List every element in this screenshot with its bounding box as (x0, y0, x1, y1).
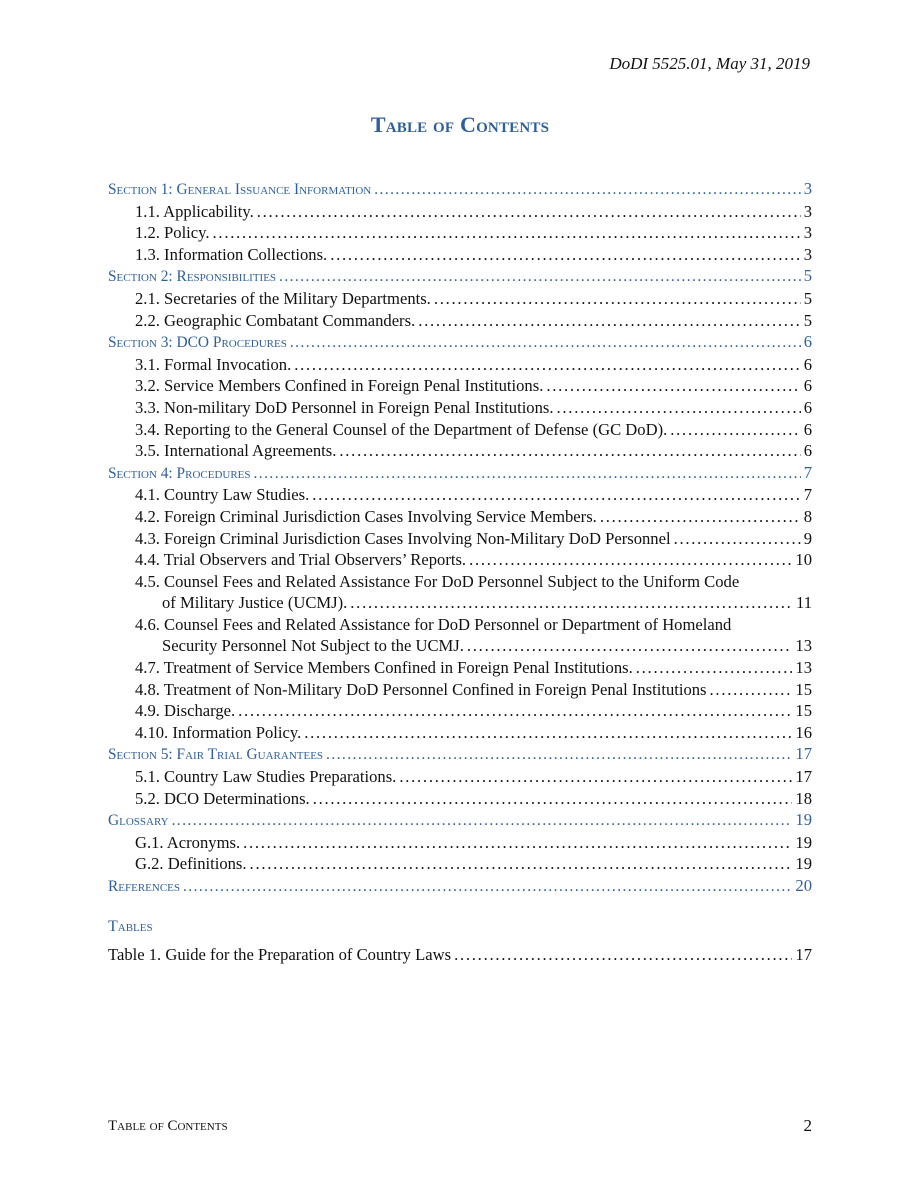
toc-entry-3-4[interactable] (108, 419, 812, 441)
toc-entry-label: 4.3. Foreign Criminal Jurisdiction Cases Involving Non-Military DoD Personnel (135, 528, 671, 548)
toc-entry-label: 4.7. Treatment of Service Members Confined in Foreign Penal Institutions. (135, 658, 633, 678)
toc-entry-2-1[interactable] (108, 288, 812, 310)
toc-entry-1-3[interactable] (108, 244, 812, 266)
dot-leader (290, 332, 801, 354)
toc-entry-3-1[interactable] (108, 354, 812, 376)
toc-page-number: 7 (803, 485, 812, 505)
dot-leader (469, 549, 792, 571)
toc-entry-4-1[interactable] (108, 484, 812, 506)
toc-page-number: 3 (803, 179, 812, 198)
toc-section-3[interactable] (108, 331, 812, 354)
dot-leader (326, 744, 792, 766)
toc-entry-5-2[interactable] (108, 788, 812, 810)
dot-leader (418, 310, 801, 332)
footer-label: Table of Contents (108, 1118, 228, 1134)
toc-page-number: 3 (803, 223, 812, 243)
dot-leader (546, 375, 800, 397)
dot-leader (557, 397, 801, 419)
toc-page-number: 10 (795, 550, 812, 570)
toc-entry-5-1[interactable] (108, 766, 812, 788)
toc-entry-label: Section 2: Responsibilities (108, 268, 277, 286)
toc-entry-4-5[interactable] (108, 571, 812, 614)
toc-entry-label: G.2. Definitions. (135, 854, 247, 874)
toc-entry-label: 4.2. Foreign Criminal Jurisdiction Cases Involving Service Members. (135, 506, 597, 526)
dot-leader (257, 201, 801, 223)
toc-page-number: 3 (803, 244, 812, 264)
toc-page-number: 17 (795, 744, 812, 764)
dot-leader (313, 788, 793, 810)
toc-entry-4-7[interactable] (108, 657, 812, 679)
dot-leader (238, 700, 792, 722)
dot-leader (350, 592, 793, 614)
toc-page-number: 9 (803, 528, 812, 548)
toc-entry-label: Section 3: DCO Procedures (108, 334, 287, 352)
toc-page-number: 6 (803, 397, 812, 417)
toc-page-number: 6 (803, 441, 812, 461)
dot-leader (312, 484, 800, 506)
toc-page-number: 16 (795, 722, 812, 742)
toc-page-number: 6 (803, 376, 812, 396)
toc-entry-label: Section 5: Fair Trial Guarantees (108, 746, 324, 764)
toc-entry-label: 5.1. Country Law Studies Preparations. (135, 767, 397, 787)
toc-entry-label: 3.3. Non-military DoD Personnel in Foreign Penal Institutions. (135, 397, 554, 417)
toc-page-number: 15 (795, 679, 812, 699)
toc-entry-label: 1.3. Information Collections. (135, 244, 328, 264)
toc-entry-label-line1: 4.5. Counsel Fees and Related Assistance For DoD Personnel Subject to the Uniform Code (135, 571, 740, 591)
toc-entry-1-1[interactable] (108, 201, 812, 223)
toc-entry-label: Section 4: Procedures (108, 464, 251, 482)
footer-page-number: 2 (803, 1116, 812, 1135)
toc-entry-3-2[interactable] (108, 375, 812, 397)
dot-leader (674, 528, 801, 550)
toc-entry-label-line2: of Military Justice (UCMJ). (162, 593, 348, 613)
toc-entry-label: 2.1. Secretaries of the Military Departments. (135, 288, 431, 308)
toc-page-number: 17 (795, 767, 812, 787)
dot-leader (600, 506, 801, 528)
toc-entry-label: G.1. Acronyms. (135, 832, 241, 852)
toc-page-number: 18 (795, 788, 812, 808)
toc-table-1[interactable] (108, 944, 812, 966)
toc-entry-label: References (108, 878, 180, 895)
toc-page-number: 13 (795, 658, 812, 678)
page-title: Table of Contents (370, 112, 550, 137)
dot-leader (636, 657, 793, 679)
dot-leader (172, 810, 793, 832)
toc-entry-2-2[interactable] (108, 310, 812, 332)
toc-entry-label: 4.8. Treatment of Non-Military DoD Personnel Confined in Foreign Penal Institutions (135, 679, 707, 699)
toc-entry-g-2[interactable] (108, 853, 812, 875)
toc-page-number: 11 (796, 593, 812, 613)
toc-entry-label: 4.10. Information Policy. (135, 722, 302, 742)
toc-section-4[interactable] (108, 462, 812, 485)
toc-entry-4-8[interactable] (108, 679, 812, 701)
dot-leader (294, 354, 800, 376)
dot-leader (374, 179, 800, 201)
toc-page-number: 5 (803, 266, 812, 286)
toc-section-1[interactable] (108, 178, 812, 201)
toc-page-number: 20 (795, 876, 812, 895)
dot-leader (254, 463, 801, 485)
dot-leader (243, 832, 792, 854)
toc-section-2[interactable] (108, 265, 812, 288)
toc-entry-3-5[interactable] (108, 440, 812, 462)
dot-leader (213, 222, 801, 244)
toc-page-number: 6 (803, 419, 812, 439)
toc-page-number: 8 (803, 506, 812, 526)
toc-page-number: 3 (803, 201, 812, 221)
toc-entry-g-1[interactable] (108, 832, 812, 854)
toc-entry-label: 1.1. Applicability. (135, 201, 254, 221)
toc-entry-label: 3.4. Reporting to the General Counsel of the Department of Defense (GC DoD). (135, 419, 668, 439)
dot-leader (467, 635, 793, 657)
toc-entry-label: 3.2. Service Members Confined in Foreign Penal Institutions. (135, 376, 544, 396)
dot-leader (710, 679, 793, 701)
dot-leader (183, 876, 792, 898)
dot-leader (304, 722, 792, 744)
dot-leader (399, 766, 792, 788)
toc-page-number: 5 (803, 310, 812, 330)
toc-page-number: 5 (803, 288, 812, 308)
tables-heading: Tables (108, 917, 153, 935)
dot-leader (330, 244, 801, 266)
toc-entry-label: 4.1. Country Law Studies. (135, 485, 310, 505)
toc-entry-label: 3.5. International Agreements. (135, 441, 337, 461)
dot-leader (454, 944, 792, 966)
toc-entry-label: 3.1. Formal Invocation. (135, 354, 292, 374)
toc-entry-4-4[interactable] (108, 549, 812, 571)
toc-page-number: 6 (803, 332, 812, 352)
toc-entry-4-3[interactable] (108, 528, 812, 550)
toc-entry-label: 5.2. DCO Determinations. (135, 788, 310, 808)
toc-entry-label: Section 1: General Issuance Information (108, 181, 372, 198)
toc-entry-4-6[interactable] (108, 614, 812, 657)
toc-entry-4-2[interactable] (108, 506, 812, 528)
toc-page-number: 7 (803, 462, 812, 482)
dot-leader (670, 419, 800, 441)
toc-entry-label: 4.4. Trial Observers and Trial Observers’ Reports. (135, 550, 467, 570)
toc-entry-label: 4.9. Discharge. (135, 701, 236, 721)
toc-page-number: 15 (795, 701, 812, 721)
toc-glossary[interactable] (108, 809, 812, 832)
table-of-contents (108, 178, 812, 965)
toc-entry-label-line2: Security Personnel Not Subject to the UCMJ. (162, 636, 464, 656)
toc-entry-label: 2.2. Geographic Combatant Commanders. (135, 310, 416, 330)
dot-leader (339, 440, 800, 462)
toc-entry-label: Table 1. Guide for the Preparation of Country Laws (108, 944, 452, 964)
dot-leader (434, 288, 801, 310)
toc-entry-label: Glossary (108, 812, 169, 830)
toc-entry-label-line1: 4.6. Counsel Fees and Related Assistance for DoD Personnel or Department of Homeland (135, 614, 732, 634)
dot-leader (250, 853, 793, 875)
toc-entry-1-2[interactable] (108, 222, 812, 244)
toc-references[interactable] (108, 875, 812, 898)
toc-entry-3-3[interactable] (108, 397, 812, 419)
toc-page-number: 19 (795, 810, 812, 830)
dot-leader (279, 266, 801, 288)
toc-entry-4-10[interactable] (108, 722, 812, 744)
toc-entry-label: 1.2. Policy. (135, 223, 210, 243)
toc-page-number: 13 (795, 636, 812, 656)
toc-page-number: 6 (803, 354, 812, 374)
toc-page-number: 19 (795, 854, 812, 874)
toc-page-number: 19 (795, 832, 812, 852)
toc-page-number: 17 (795, 944, 812, 964)
document-reference: DoDI 5525.01, May 31, 2019 (609, 54, 810, 73)
toc-section-5[interactable] (108, 743, 812, 766)
toc-entry-4-9[interactable] (108, 700, 812, 722)
